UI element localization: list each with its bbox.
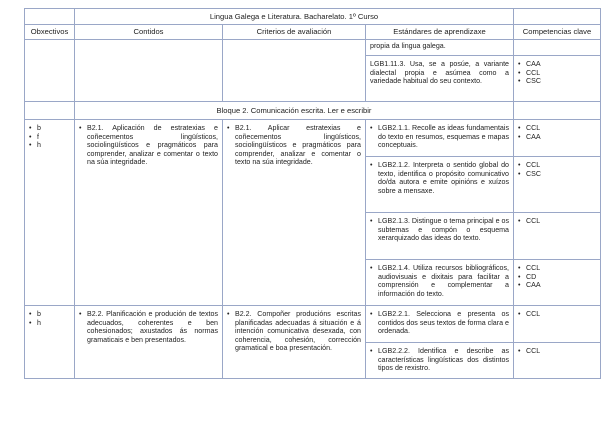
competence-item: • CCL bbox=[518, 69, 596, 78]
block-title: Bloque 2. Comunicación escrita. Ler e escribir bbox=[75, 102, 514, 120]
header-row bbox=[25, 25, 601, 40]
criterion-cell bbox=[223, 306, 366, 379]
header-criteria: Criterios de avaliación bbox=[223, 25, 366, 40]
criterion-item: • B2.2. Compoñer producións escritas planificadas adecuadas á situación e á intención comunicativa desexada, con coherencia, cohesión, corrección gramatical e boa presentación. bbox=[227, 310, 361, 353]
competence-item: • CSC bbox=[518, 77, 596, 86]
table-row bbox=[25, 40, 601, 56]
table-row bbox=[25, 120, 601, 157]
competences-cell bbox=[514, 343, 601, 379]
standard-cell bbox=[366, 157, 514, 213]
header-competences: Competencias clave bbox=[514, 25, 601, 40]
curriculum-table bbox=[24, 8, 601, 379]
competences-cell bbox=[514, 213, 601, 260]
table-row bbox=[25, 306, 601, 343]
standard-cell bbox=[366, 120, 514, 157]
standard-cell bbox=[366, 213, 514, 260]
objectives-cell bbox=[25, 306, 75, 379]
standard-continued: propia da lingua galega. bbox=[366, 40, 514, 56]
competence-item: • CAA bbox=[518, 133, 596, 142]
objectives-cell bbox=[25, 120, 75, 306]
competence-item: • CCL bbox=[518, 347, 596, 356]
standard-item: • LGB2.2.1. Selecciona e presenta os contidos dos seus textos de forma clara e ordenada. bbox=[370, 310, 509, 336]
standard-item: • LGB2.1.1. Recolle as ideas fundamentais do texto en resumos, esquemas e mapas conceptuais. bbox=[370, 124, 509, 150]
competence-item: • CAA bbox=[518, 281, 596, 290]
competence-item: • CCL bbox=[518, 161, 596, 170]
content-cell bbox=[75, 120, 223, 306]
objective-item: • f bbox=[29, 133, 70, 142]
competences-cell bbox=[514, 157, 601, 213]
competence-item: • CCL bbox=[518, 124, 596, 133]
objective-item: • h bbox=[29, 319, 70, 328]
criterion-cell bbox=[223, 120, 366, 306]
standard-cell bbox=[366, 343, 514, 379]
competence-item: • CCL bbox=[518, 264, 596, 273]
content-item: • B2.1. Aplicación de estratexias e coñecementos lingüísticos, sociolingüísticos e pragmáticos para comprender, analizar e comentar o texto na súa integridade. bbox=[79, 124, 218, 167]
competences-cell bbox=[514, 120, 601, 157]
content-cell bbox=[75, 306, 223, 379]
header-contents: Contidos bbox=[75, 25, 223, 40]
header-standards: Estándares de aprendizaxe bbox=[366, 25, 514, 40]
standard-cell: LGB1.11.3. Usa, se a posúe, a variante dialectal propia e asúmea como a variedade habitual do seu contexto. bbox=[366, 56, 514, 102]
standard-item: • LGB2.1.3. Distingue o tema principal e os subtemas e compón o esquema xerarquizado das ideas do texto. bbox=[370, 217, 509, 243]
objective-item: • b bbox=[29, 310, 70, 319]
criterion-item: • B2.1. Aplicar estratexias e coñecementos lingüísticos, sociolingüísticos e pragmáticos para comprender, analizar e comentar o texto na súa integridade. bbox=[227, 124, 361, 167]
curriculum-table-page bbox=[24, 8, 600, 379]
standard-cell bbox=[366, 306, 514, 343]
competences-cell bbox=[514, 306, 601, 343]
standard-cell bbox=[366, 260, 514, 306]
block-title-row bbox=[25, 102, 601, 120]
competence-item: • CD bbox=[518, 273, 596, 282]
objective-item: • h bbox=[29, 141, 70, 150]
standard-item: • LGB2.2.2. Identifica e describe as características lingüísticas dos distintos tipos de rexistro. bbox=[370, 347, 509, 373]
competences-cell bbox=[514, 56, 601, 102]
competence-item: • CSC bbox=[518, 170, 596, 179]
competences-cell bbox=[514, 260, 601, 306]
table-caption: Lingua Galega e Literatura. Bacharelato. 1º Curso bbox=[75, 9, 514, 25]
standard-item: • LGB2.1.2. Interpreta o sentido global do texto, identifica o propósito comunicativo do/da autora e emite opinións e xuízos sobre a mensaxe. bbox=[370, 161, 509, 195]
standard-item: • LGB2.1.4. Utiliza recursos bibliográficos, audiovisuais e dixitais para facilitar a comprensión e complementar a información do texto. bbox=[370, 264, 509, 298]
header-objectives: Obxectivos bbox=[25, 25, 75, 40]
content-item: • B2.2. Planificación e produción de textos adecuados, coherentes e ben cohesionados; axustados ás normas gramaticais e ben presentados. bbox=[79, 310, 218, 344]
objective-item: • b bbox=[29, 124, 70, 133]
competence-item: • CCL bbox=[518, 310, 596, 319]
competence-item: • CAA bbox=[518, 60, 596, 69]
competence-item: • CCL bbox=[518, 217, 596, 226]
